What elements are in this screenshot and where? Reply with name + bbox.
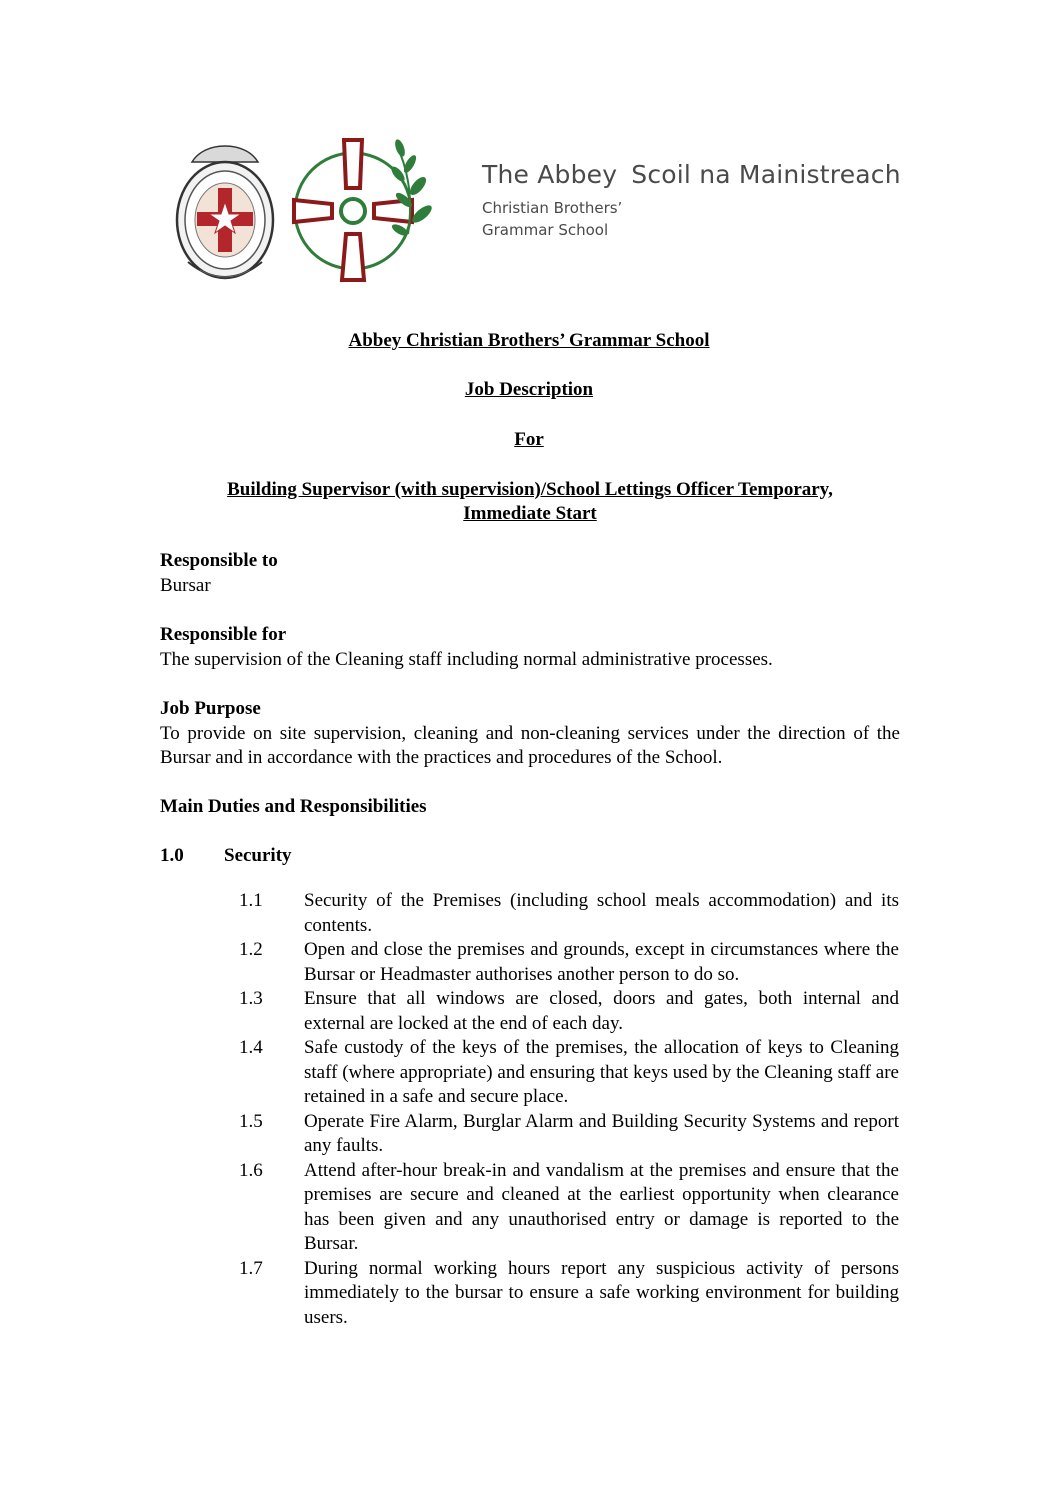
list-item-number: 1.6 [239, 1159, 263, 1181]
school-title: Abbey Christian Brothers’ Grammar School [348, 330, 710, 351]
position-title [160, 478, 900, 526]
security-section-title: Security [224, 845, 292, 866]
job-purpose-section [160, 697, 900, 771]
list-item-text: Attend after-hour break-in and vandalism at the premises and ensure that the premises are secure and cleaned at the earliest opportunity when clearance has been given and any unauthorised entry or damage is reported to the Bursar. [304, 1159, 899, 1254]
responsible-for-text: The supervision of the Cleaning staff including normal administrative processes. [160, 648, 773, 670]
list-item [239, 1036, 899, 1110]
list-item-text: Open and close the premises and grounds, except in circumstances where the Bursar or Headmaster authorises another person to do so. [304, 939, 899, 985]
document-type-title: Job Description [464, 379, 594, 400]
list-item [239, 1159, 899, 1257]
school-subtitle-line-1: Christian Brothers’ [482, 199, 623, 217]
list-item-number: 1.5 [239, 1110, 263, 1132]
responsible-to-text: Bursar [160, 574, 211, 596]
responsible-for-section [160, 623, 900, 672]
list-item-number: 1.2 [239, 939, 263, 960]
main-duties-heading: Main Duties and Responsibilities [160, 796, 427, 817]
list-item-text: Security of the Premises (including school meals accommodation) and its contents. [304, 890, 899, 936]
list-item [239, 938, 899, 987]
school-name-heading [482, 160, 901, 189]
position-title-line-1: Building Supervisor (with supervision)/School Lettings Officer Temporary, [227, 479, 833, 500]
responsible-for-heading: Responsible for [160, 624, 287, 645]
security-section-number: 1.0 [160, 845, 184, 866]
school-subtitle-line-2: Grammar School [482, 221, 609, 239]
list-item-number: 1.1 [239, 890, 263, 911]
list-item-text: Safe custody of the keys of the premises, the allocation of keys to Cleaning staff (where appropriate) and ensuring that keys used by the Cleaning staff are retained in a safe and secure place. [304, 1037, 899, 1107]
list-item-text: Ensure that all windows are closed, doors and gates, both internal and external are locked at the end of each day. [304, 988, 899, 1034]
list-item [239, 889, 899, 938]
responsible-to-section [160, 549, 900, 598]
for-title: For [514, 429, 544, 450]
letterhead [170, 134, 901, 294]
list-item-number: 1.7 [239, 1257, 263, 1279]
school-name-block [482, 160, 901, 241]
school-crest-icon [170, 142, 280, 288]
list-item [239, 1110, 899, 1159]
list-item-number: 1.4 [239, 1037, 263, 1058]
position-title-line-2: Immediate Start [463, 503, 597, 524]
celtic-cross-logo-icon [288, 134, 443, 284]
job-purpose-text: To provide on site supervision, cleaning and non-cleaning services under the direction of the Bursar and in accordance with the practices and procedures of the School. [160, 722, 900, 768]
school-name-english: The Abbey [482, 160, 618, 189]
list-item-text: Operate Fire Alarm, Burglar Alarm and Building Security Systems and report any faults. [304, 1110, 899, 1156]
security-duties-list [239, 889, 899, 1330]
list-item [239, 987, 899, 1036]
responsible-to-heading: Responsible to [160, 550, 278, 571]
list-item-text: During normal working hours report any suspicious activity of persons immediately to the bursar to ensure a safe working environment for building users. [304, 1257, 899, 1328]
list-item-number: 1.3 [239, 988, 263, 1009]
list-item [239, 1257, 899, 1331]
job-purpose-heading: Job Purpose [160, 698, 261, 719]
school-name-irish: Scoil na Mainistreach [631, 160, 901, 189]
